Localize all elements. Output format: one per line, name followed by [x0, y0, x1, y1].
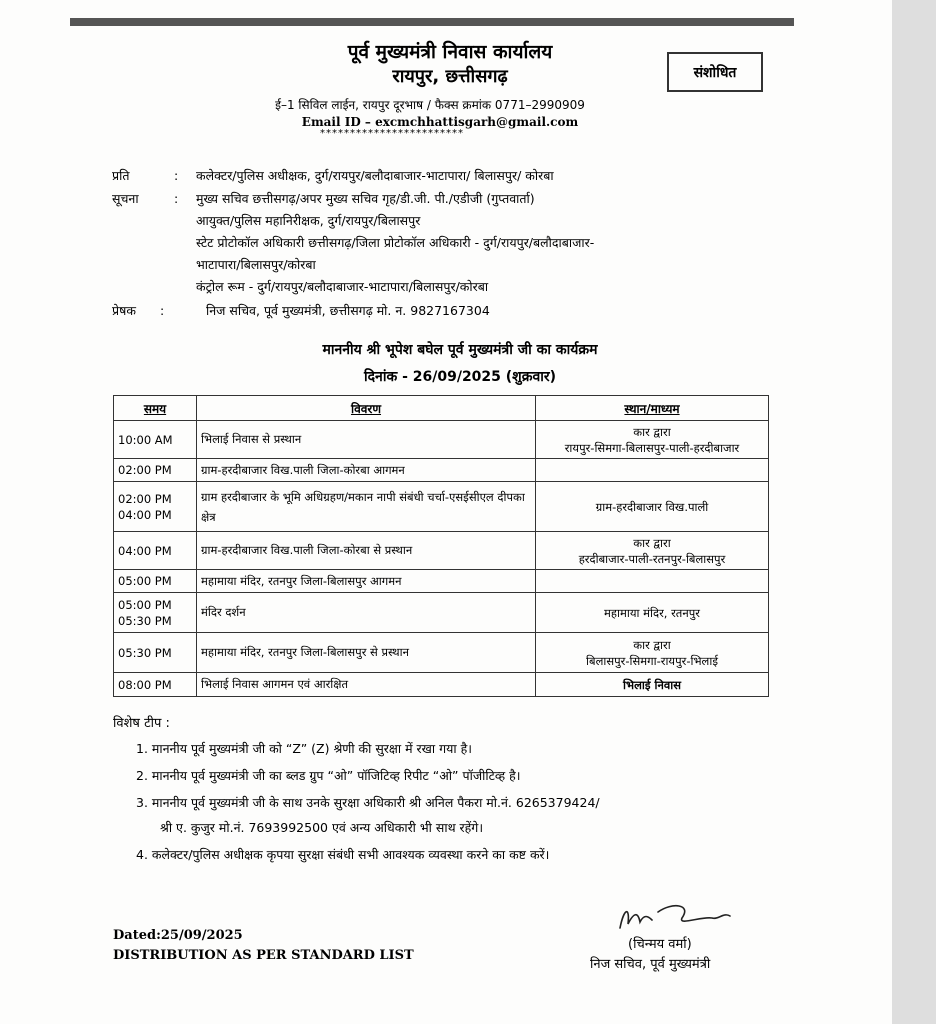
note-item: 3. माननीय पूर्व मुख्यमंत्री जी के साथ उनके सुरक्षा अधिकारी श्री अनिल पैकरा मो.नं. 6265379424/ — [136, 795, 600, 810]
row-place: महामाया मंदिर, रतनपुर — [536, 593, 769, 633]
row-time: 08:00 PM — [114, 673, 197, 697]
schedule-date: दिनांक - 26/09/2025 (शुक्रवार) — [363, 369, 556, 385]
signatory-name: (चिन्मय वर्मा) — [628, 937, 692, 952]
column-header-description: विवरण — [197, 396, 536, 421]
dated: Dated:25/09/2025 — [113, 928, 243, 943]
sender-value: निज सचिव, पूर्व मुख्यमंत्री, छत्तीसगढ़ मो. न. 9827167304 — [206, 303, 490, 318]
table-row — [114, 532, 769, 570]
recipient-colon: : — [174, 168, 179, 183]
row-description: मंदिर दर्शन — [197, 593, 536, 633]
note-item: 2. माननीय पूर्व मुख्यमंत्री जी का ब्लड ग्रुप “ओ” पॉजिटिव्ह रिपीट “ओ” पॉजीटिव्ह है। — [136, 768, 521, 783]
row-description: महामाया मंदिर, रतनपुर जिला-बिलासपुर से प्रस्थान — [197, 633, 536, 673]
column-header-time: समय — [114, 396, 197, 421]
info-line: कंट्रोल रूम - दुर्ग/रायपुर/बलौदाबाजार-भाटापारा/बिलासपुर/कोरबा — [196, 279, 489, 294]
row-time: 05:00 PM 05:30 PM — [114, 593, 197, 633]
table-row — [114, 633, 769, 673]
row-description: महामाया मंदिर, रतनपुर जिला-बिलासपुर आगमन — [197, 570, 536, 593]
recipient-label: प्रति — [112, 168, 130, 183]
revised-stamp: संशोधित — [667, 52, 763, 92]
note-item-continued: श्री ए. कुजुर मो.नं. 7693992500 एवं अन्य अधिकारी भी साथ रहेंगे। — [160, 820, 484, 835]
row-place: कार द्वारा रायपुर-सिमगा-बिलासपुर-पाली-हरदीबाजार — [536, 421, 769, 459]
office-email: Email ID – excmchhattisgarh@gmail.com — [301, 115, 579, 129]
row-description: ग्राम-हरदीबाजार विख.पाली जिला-कोरबा आगमन — [197, 459, 536, 482]
table-row — [114, 421, 769, 459]
row-time: 02:00 PM 04:00 PM — [114, 482, 197, 532]
row-place — [536, 459, 769, 482]
row-description: ग्राम-हरदीबाजार विख.पाली जिला-कोरबा से प्रस्थान — [197, 532, 536, 570]
row-description: भिलाई निवास आगमन एवं आरक्षित — [197, 673, 536, 697]
table-row — [114, 459, 769, 482]
page-top-border — [70, 18, 794, 26]
info-label: सूचना — [112, 191, 139, 206]
row-place: कार द्वारा हरदीबाजार-पाली-रतनपुर-बिलासपुर — [536, 532, 769, 570]
row-time: 10:00 AM — [114, 421, 197, 459]
schedule-table — [113, 395, 769, 697]
info-line: आयुक्त/पुलिस महानिरीक्षक, दुर्ग/रायपुर/बिलासपुर — [196, 213, 421, 228]
row-time: 04:00 PM — [114, 532, 197, 570]
info-line: स्टेट प्रोटोकॉल अधिकारी छत्तीसगढ़/जिला प्रोटोकॉल अधिकारी - दुर्ग/रायपुर/बलौदाबाजार- — [196, 235, 595, 250]
signature-mark — [612, 898, 742, 938]
row-place: भिलाई निवास — [536, 673, 769, 697]
row-time: 05:30 PM — [114, 633, 197, 673]
distribution: DISTRIBUTION AS PER STANDARD LIST — [113, 948, 414, 963]
table-row — [114, 570, 769, 593]
table-row — [114, 593, 769, 633]
viewer-background — [892, 0, 936, 1024]
star-divider: ************************ — [320, 128, 464, 139]
info-line: भाटापारा/बिलासपुर/कोरबा — [196, 257, 316, 272]
row-description: भिलाई निवास से प्रस्थान — [197, 421, 536, 459]
recipient-value: कलेक्टर/पुलिस अधीक्षक, दुर्ग/रायपुर/बलौदाबाजार-भाटापारा/ बिलासपुर/ कोरबा — [196, 168, 554, 183]
office-name: पूर्व मुख्यमंत्री निवास कार्यालय — [347, 41, 553, 63]
row-place: ग्राम-हरदीबाजार विख.पाली — [536, 482, 769, 532]
row-description: ग्राम हरदीबाजार के भूमि अधिग्रहण/मकान नापी संबंधी चर्चा-एसईसीएल दीपका क्षेत्र — [197, 482, 536, 532]
row-place: कार द्वारा बिलासपुर-सिमगा-रायपुर-भिलाई — [536, 633, 769, 673]
table-row — [114, 673, 769, 697]
row-time: 05:00 PM — [114, 570, 197, 593]
row-time: 02:00 PM — [114, 459, 197, 482]
sender-colon: : — [160, 303, 165, 318]
sender-label: प्रेषक — [112, 303, 136, 318]
office-city: रायपुर, छत्तीसगढ़ — [392, 66, 508, 87]
row-place — [536, 570, 769, 593]
info-line: मुख्य सचिव छत्तीसगढ़/अपर मुख्य सचिव गृह/डी.जी. पी./एडीजी (गुप्तवार्ता) — [196, 191, 535, 206]
notes-title: विशेष टीप : — [113, 716, 170, 731]
table-row — [114, 482, 769, 532]
schedule-title: माननीय श्री भूपेश बघेल पूर्व मुख्यमंत्री जी का कार्यक्रम — [322, 342, 598, 358]
signatory-designation: निज सचिव, पूर्व मुख्यमंत्री — [590, 957, 711, 972]
info-colon: : — [174, 191, 179, 206]
note-item: 1. माननीय पूर्व मुख्यमंत्री जी को “Z” (Z) श्रेणी की सुरक्षा में रखा गया है। — [136, 741, 472, 756]
table-header-row — [114, 396, 769, 421]
column-header-place: स्थान/माध्यम — [536, 396, 769, 421]
office-address: ई–1 सिविल लाईन, रायपुर दूरभाष / फैक्स क्रमांक 0771–2990909 — [275, 98, 585, 112]
note-item: 4. कलेक्टर/पुलिस अधीक्षक कृपया सुरक्षा संबंधी सभी आवश्यक व्यवस्था करने का कष्ट करें। — [136, 847, 550, 862]
